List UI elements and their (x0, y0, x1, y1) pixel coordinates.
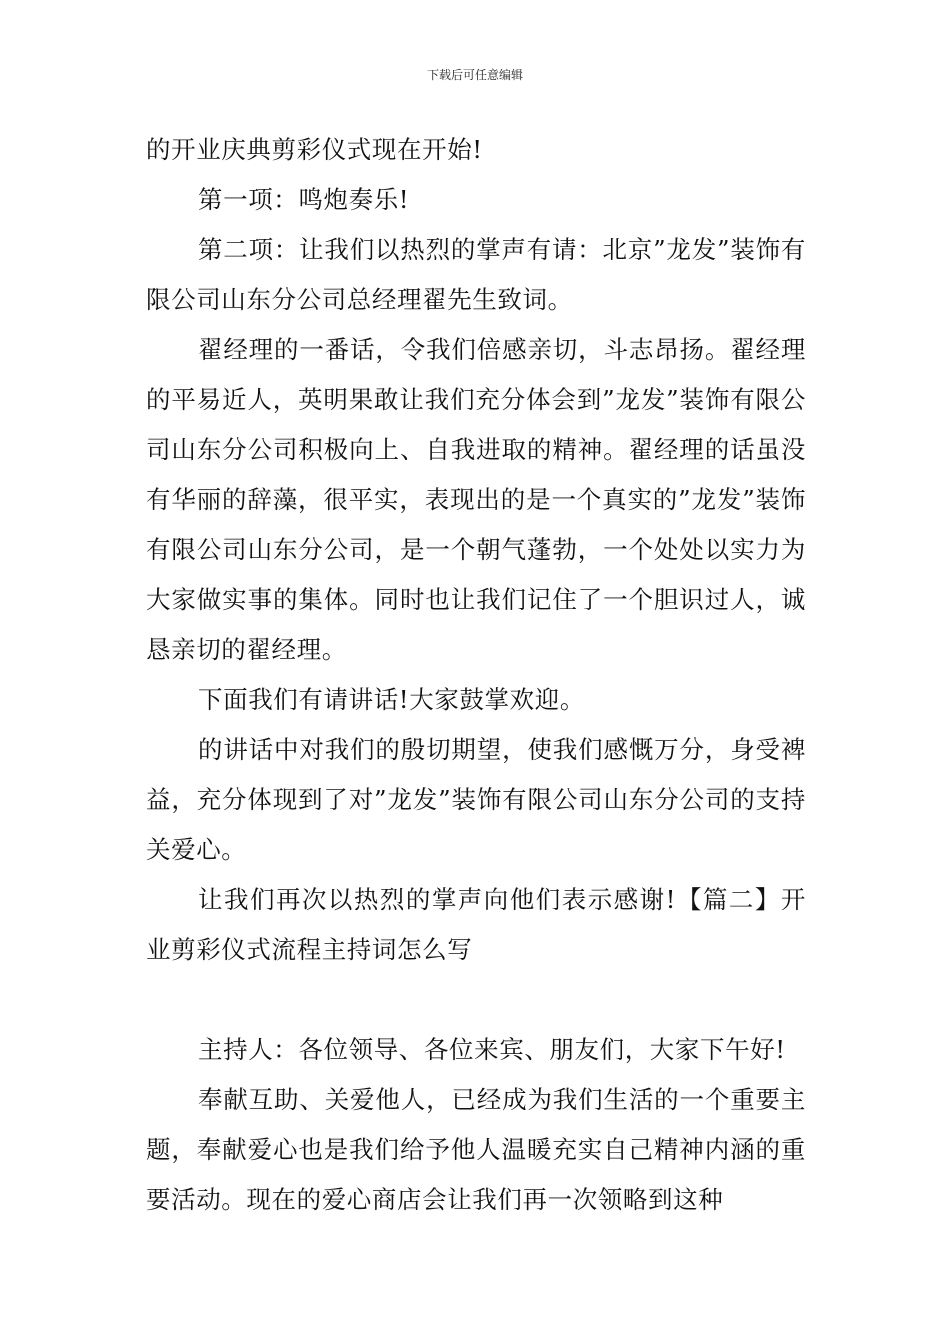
paragraph-8: 主持人：各位领导、各位来宾、朋友们，大家下午好! (198, 1035, 786, 1064)
paragraph-2: 第一项：鸣炮奏乐! (198, 185, 410, 214)
paragraph-3: 第二项：让我们以热烈的掌声有请：北京”龙发”装饰有限公司山东分公司总经理翟先生致词。 (146, 235, 806, 314)
paragraph-6: 的讲话中对我们的殷切期望，使我们感慨万分，身受裨益，充分体现到了对”龙发”装饰有限公司山东分公司的支持关爱心。 (146, 735, 806, 864)
paragraph-5: 下面我们有请讲话!大家鼓掌欢迎。 (198, 685, 585, 714)
document-body (146, 125, 806, 1225)
paragraph-7: 让我们再次以热烈的掌声向他们表示感谢!【篇二】开业剪彩仪式流程主持词怎么写 (146, 885, 806, 964)
header-note: 下载后可任意编辑 (426, 68, 523, 82)
paragraph-9: 奉献互助、关爱他人，已经成为我们生活的一个重要主题，奉献爱心也是我们给予他人温暖充实自己精神内涵的重要活动。现在的爱心商店会让我们再一次领略到这种 (146, 1085, 806, 1214)
paragraph-4: 翟经理的一番话，令我们倍感亲切，斗志昂扬。翟经理的平易近人，英明果敢让我们充分体会到”龙发”装饰有限公司山东分公司积极向上、自我进取的精神。翟经理的话虽没有华丽的辞藻，很平实，表现出的是一个真实的”龙发”装饰有限公司山东分公司，是一个朝气蓬勃，一个处处以实力为大家做实事的集体。同时也让我们记住了一个胆识过人，诚恳亲切的翟经理。 (146, 335, 806, 664)
paragraph-1: 的开业庆典剪彩仪式现在开始! (146, 135, 483, 164)
paragraph-gap (146, 975, 806, 1025)
